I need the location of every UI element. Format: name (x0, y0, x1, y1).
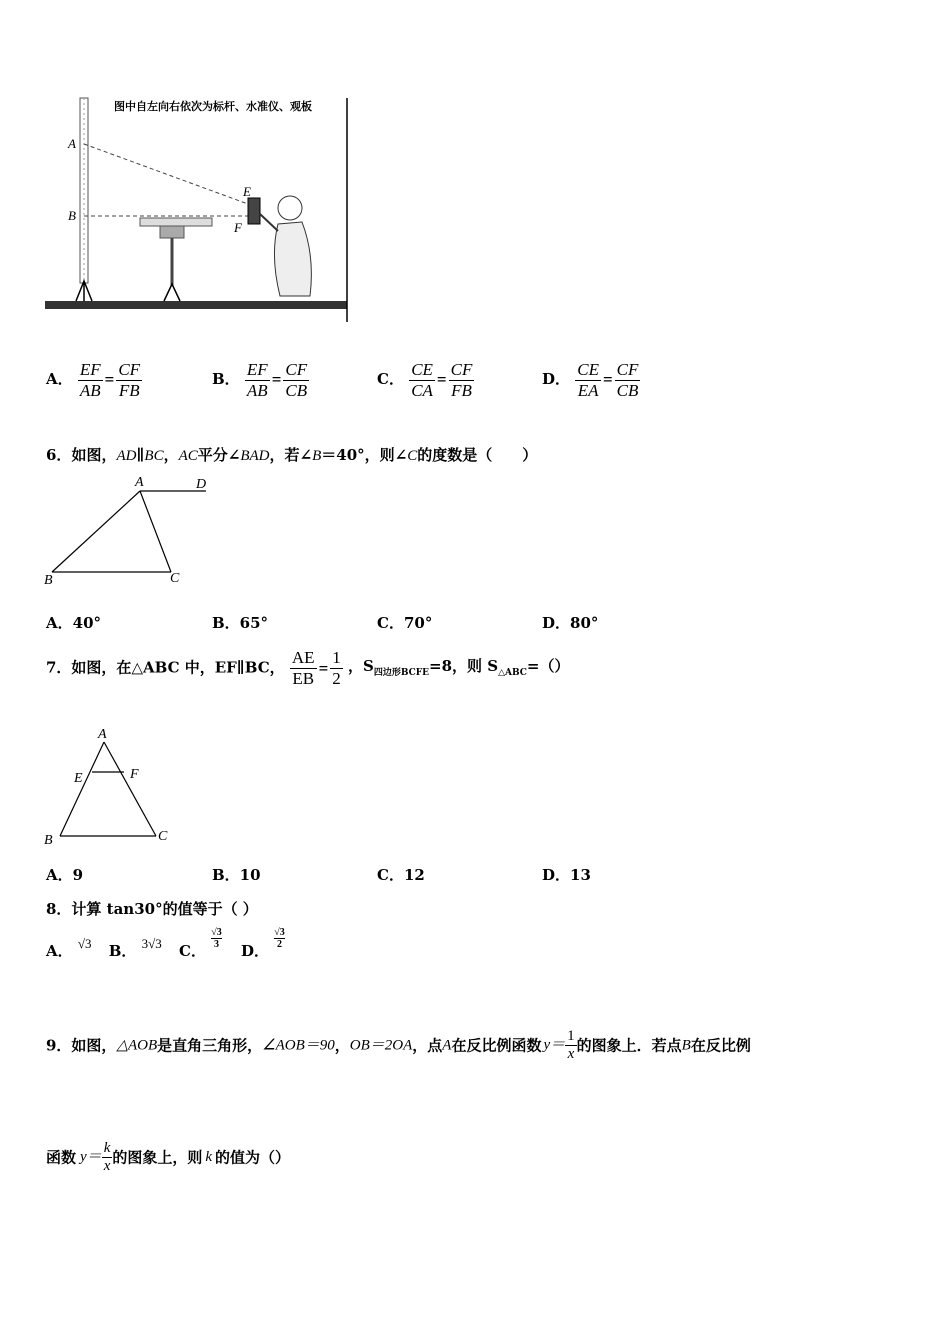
text: ，S (347, 656, 374, 675)
math: BC (144, 448, 164, 464)
frac-den: AB (79, 380, 101, 400)
frac-den: x (103, 1158, 111, 1175)
q5-option-c: C． $\frac{CE}{CA}$ = $\frac{CF}{FB}$ (377, 360, 473, 400)
q6-option-b: B．65° (212, 614, 269, 632)
frac-num: k (103, 1140, 111, 1156)
math: OB＝2OA (349, 1037, 413, 1054)
text: 的图象上．若点 (576, 1036, 682, 1055)
text: ，点 (412, 1036, 443, 1055)
math: B (681, 1037, 691, 1054)
text: 是直角三角形， (157, 1036, 263, 1055)
frac-den: EA (575, 380, 601, 401)
q9-stem-line1 (46, 1028, 751, 1064)
text: ，若∠ (269, 446, 313, 464)
option-letter: D． (542, 370, 571, 389)
frac-num: CF (285, 360, 308, 379)
q6-stem (46, 444, 537, 465)
figure-caption: 图中自左向右依次为标杆、水准仪、观板 (114, 100, 312, 113)
q6-option-a: A．40° (46, 614, 102, 632)
frac-num: EF (79, 360, 101, 379)
q5-option-d: D． $\frac{CE}{EA}$ = $\frac{CF}{CB}$ (542, 360, 639, 400)
frac-num: √3 (211, 926, 222, 938)
option-letter: C． (377, 370, 404, 389)
label-C: C (158, 829, 168, 844)
frac-den: 2 (274, 938, 285, 950)
text: ， (163, 446, 179, 464)
text: 的图象上，则 (112, 1148, 203, 1167)
text: 的度数是（ ） (417, 446, 538, 464)
frac-num: CF (118, 360, 141, 379)
q5-option-a: A． $\frac{EF}{AB}$ = $\frac{CF}{FB}$ (46, 360, 141, 400)
q6-option-c: C．70° (377, 614, 433, 632)
text: 如图， (71, 446, 117, 464)
q7-stem: 7．如图，在△ABC 中，EF∥BC， $\frac{AE}{EB}$ = $\frac{1}{2}$ ，$S_{四边形BCFE}=8$，则 $S_{\triangle ABC}=()$ (46, 648, 570, 688)
option-letter: B． (108, 942, 137, 960)
frac-num: √3 (274, 926, 285, 938)
text: =（） (526, 656, 570, 675)
frac-den: 3 (211, 938, 222, 950)
label-F: F (130, 767, 139, 782)
label-A: A (98, 727, 107, 742)
label-A: A (68, 136, 76, 151)
frac-den: FB (116, 380, 142, 401)
text: 在反比例 (690, 1036, 751, 1055)
text: 的值为（） (215, 1148, 291, 1167)
q8-options (46, 926, 285, 964)
frac-den: 2 (332, 668, 341, 688)
frac-num: CF (450, 360, 473, 379)
label-B: B (44, 573, 53, 588)
frac-num: CE (577, 360, 599, 379)
question-number: 6． (46, 446, 72, 464)
math: k (205, 1149, 213, 1166)
option-letter: D． (240, 942, 269, 960)
option-letter: A． (46, 370, 73, 389)
figure-leveling (40, 96, 360, 328)
subscript: 四边形BCFE (373, 667, 430, 678)
frac-den: EB (290, 668, 317, 689)
frac-num: EF (246, 360, 268, 379)
label-A: A (135, 475, 144, 490)
math: C (407, 448, 418, 464)
subscript: △ABC (498, 667, 527, 678)
frac-num: CE (411, 360, 433, 379)
sqrt3: √3 (77, 936, 92, 951)
text: ， (334, 1036, 350, 1055)
frac-num: 1 (567, 1028, 575, 1044)
figure-q7-triangle (40, 724, 180, 848)
text: 函数 (46, 1148, 77, 1167)
frac-den: x (565, 1045, 577, 1063)
label-D: D (196, 477, 207, 492)
frac-den: CB (285, 380, 308, 400)
frac-den: CB (616, 380, 639, 400)
label-E: E (243, 184, 251, 199)
math: B (312, 448, 322, 464)
frac-den: CA (411, 380, 433, 400)
option-letter: C． (179, 942, 206, 960)
math: A (442, 1037, 452, 1054)
label-B: B (68, 208, 76, 223)
frac-den: AB (246, 380, 268, 400)
frac-num: CF (616, 360, 639, 379)
text: 7．如图，在△ABC 中，EF∥BC， (46, 658, 285, 677)
pole (80, 98, 88, 283)
label-C: C (170, 571, 180, 586)
math: AC (178, 448, 198, 464)
label-B: B (44, 833, 53, 848)
math: AD (116, 448, 137, 464)
q7-option-b: B．10 (212, 866, 261, 884)
three-sqrt3: 3√3 (141, 936, 162, 951)
math: ∠AOB＝90 (262, 1037, 335, 1054)
option-letter: A． (46, 942, 73, 960)
math: y＝ (80, 1149, 102, 1166)
frac-den: FB (449, 380, 475, 401)
text: 在反比例函数 (451, 1036, 542, 1055)
frac-num: 1 (332, 648, 341, 667)
label-F: F (234, 220, 242, 235)
text: 9．如图， (46, 1036, 117, 1055)
math: △AOB (116, 1037, 158, 1054)
text: =8，则 S (429, 656, 499, 675)
q5-option-b: B． $\frac{EF}{AB}$ = $\frac{CF}{CB}$ (212, 360, 308, 400)
text: ＝40°，则∠ (321, 446, 408, 464)
q8-stem: 8．计算 tan30°的值等于（ ） (46, 900, 258, 918)
q7-option-c: C．12 (377, 866, 425, 884)
frac-num: AE (291, 648, 315, 667)
label-E: E (74, 771, 83, 786)
text: 平分∠ (197, 446, 241, 464)
q7-option-d: D．13 (542, 866, 591, 884)
figure-q6-triangle (40, 474, 220, 590)
q6-option-d: D．80° (542, 614, 599, 632)
q9-stem-line2 (46, 1140, 290, 1176)
q7-option-a: A．9 (46, 866, 84, 884)
math: y＝ (543, 1037, 566, 1054)
math: BAD (240, 448, 270, 464)
parallel-symbol: ∥ (136, 446, 145, 464)
option-letter: B． (212, 370, 240, 389)
